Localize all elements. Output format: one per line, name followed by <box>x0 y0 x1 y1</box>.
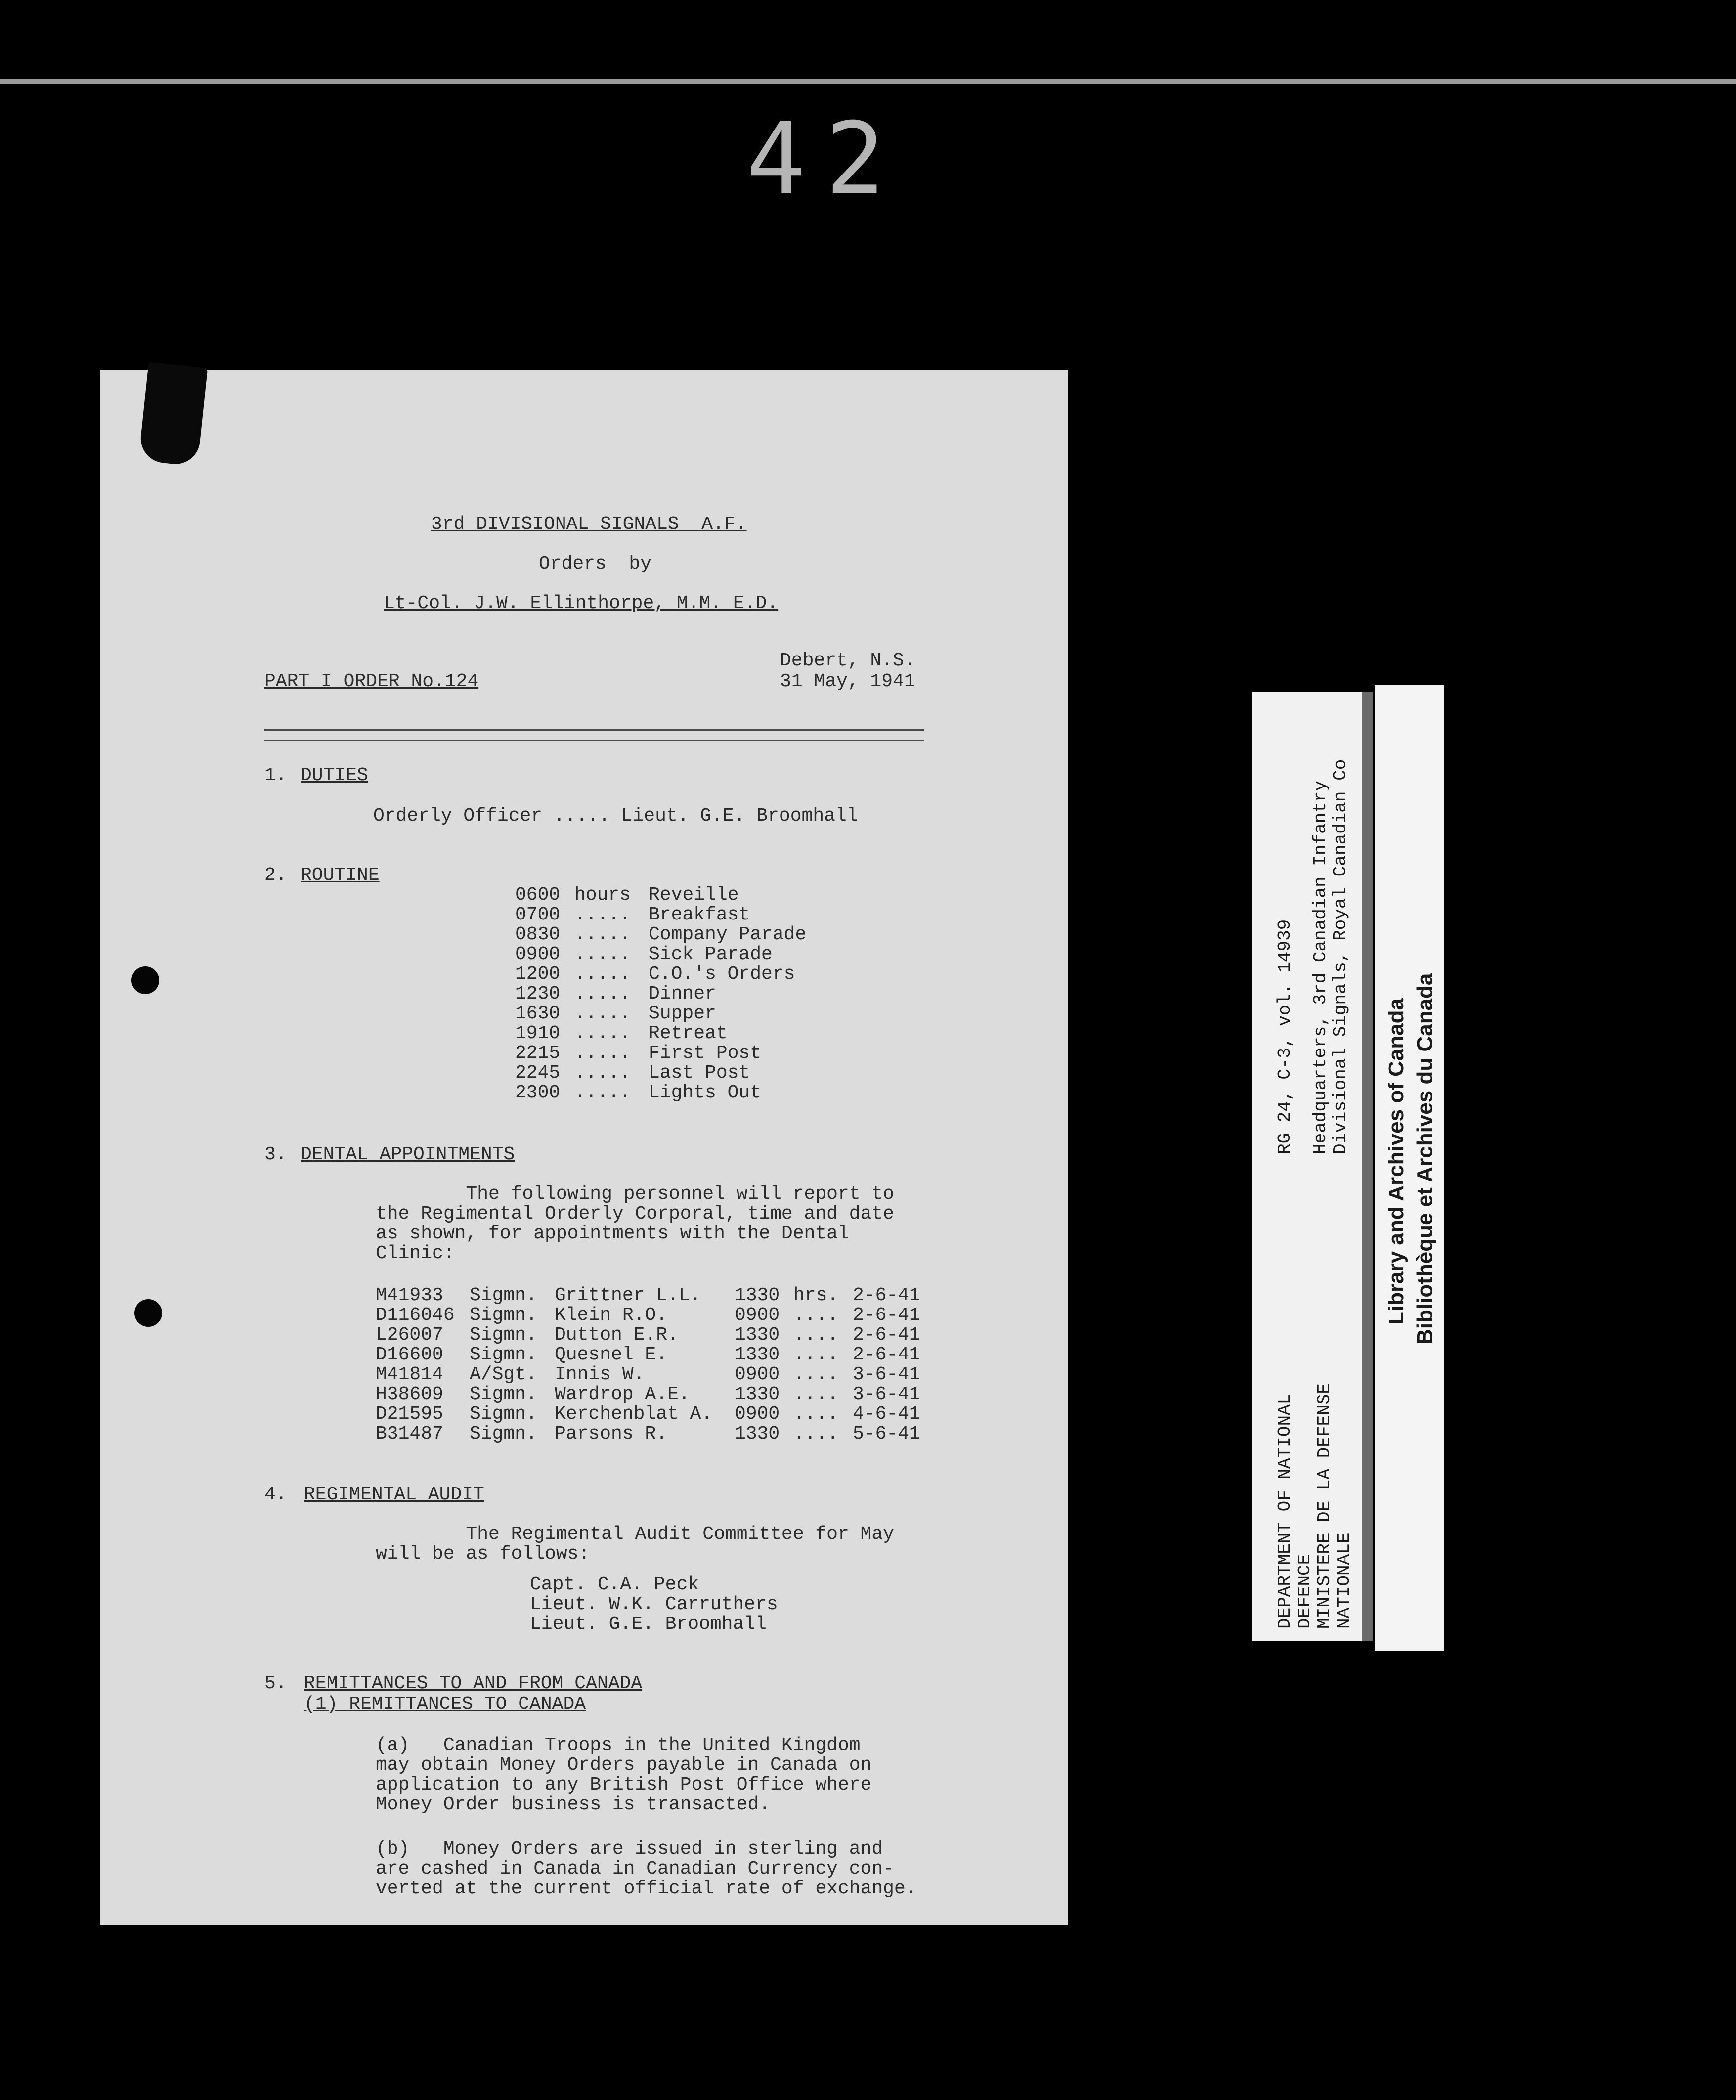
routine-dots: ..... <box>574 924 631 945</box>
appointment-time: 0900 <box>735 1305 780 1326</box>
department-line-4: NATIONALE <box>1334 1532 1354 1629</box>
committee-member: Capt. C.A. Peck <box>530 1574 699 1595</box>
routine-time: 2215 <box>515 1043 561 1064</box>
paragraph-line: Money Order business is transacted. <box>376 1794 771 1815</box>
section-4-title: REGIMENTAL AUDIT <box>304 1484 484 1505</box>
routine-time: 1230 <box>515 983 561 1005</box>
appointment-time: 1330 <box>735 1344 780 1365</box>
routine-item: Sick Parade <box>649 944 773 965</box>
archive-description-1: Headquarters, 3rd Canadian Infantry <box>1310 780 1331 1154</box>
appointment-time: 0900 <box>735 1364 780 1385</box>
personnel-name: Quesnel E. <box>555 1344 668 1365</box>
paragraph-line: The following personnel will report to <box>376 1183 894 1205</box>
committee-member: Lieut. G.E. Broomhall <box>530 1614 767 1635</box>
routine-dots: ..... <box>574 983 631 1005</box>
routine-dots: ..... <box>574 1003 631 1024</box>
appointment-date: 2-6-41 <box>853 1344 920 1365</box>
order-number: PART I ORDER No.124 <box>264 671 479 692</box>
section-2-number: 2. <box>264 865 287 886</box>
department-line-1: DEPARTMENT OF NATIONAL <box>1275 1394 1295 1629</box>
place: Debert, N.S. <box>780 650 915 671</box>
appointment-date: 3-6-41 <box>853 1364 920 1385</box>
paragraph-line: (a) Canadian Troops in the United Kingdom <box>376 1735 861 1756</box>
appointment-time: 1330 <box>735 1423 780 1444</box>
paragraph-line: Clinic: <box>376 1243 455 1264</box>
routine-time: 0600 <box>515 884 561 906</box>
routine-item: Supper <box>649 1003 716 1024</box>
appointment-separator: .... <box>793 1364 839 1385</box>
routine-item: Breakfast <box>649 904 750 925</box>
double-rule-top <box>264 729 924 731</box>
section-5-title: REMITTANCES TO AND FROM CANADA <box>304 1673 643 1694</box>
order-date: 31 May, 1941 <box>780 671 915 692</box>
section-5-number: 5. <box>264 1673 287 1694</box>
section-3-title: DENTAL APPOINTMENTS <box>301 1144 515 1165</box>
section-4-number: 4. <box>264 1484 287 1505</box>
routine-time: 0700 <box>515 904 561 925</box>
rank: Sigmn. <box>470 1285 537 1306</box>
appointment-date: 4-6-41 <box>853 1403 920 1425</box>
routine-item: Last Post <box>649 1062 750 1084</box>
appointment-time: 1330 <box>735 1384 780 1405</box>
routine-time: 2300 <box>515 1082 561 1103</box>
routine-item: Reveille <box>649 884 739 906</box>
routine-time: 2245 <box>515 1062 561 1084</box>
appointment-separator: .... <box>793 1423 839 1444</box>
lac-english: Library and Archives of Canada <box>1384 998 1408 1325</box>
rank: Sigmn. <box>470 1324 537 1346</box>
paragraph-line: application to any British Post Office where <box>376 1774 872 1795</box>
section-3-number: 3. <box>264 1144 287 1165</box>
regimental-number: B31487 <box>376 1423 443 1444</box>
appointment-time: 1330 <box>735 1285 780 1306</box>
rank: A/Sgt. <box>470 1364 537 1385</box>
double-rule-bottom <box>264 740 924 741</box>
appointment-time: 1330 <box>735 1324 780 1346</box>
orderly-officer-line: Orderly Officer ..... Lieut. G.E. Broomhall <box>373 805 858 827</box>
routine-dots: ..... <box>574 904 631 925</box>
committee-member: Lieut. W.K. Carruthers <box>530 1594 778 1615</box>
personnel-name: Grittner L.L. <box>555 1285 701 1306</box>
paragraph-line: verted at the current official rate of exchange. <box>376 1878 917 1899</box>
regimental-number: M41814 <box>376 1364 443 1385</box>
routine-item: Retreat <box>649 1023 728 1044</box>
archive-label-stripe <box>1362 692 1373 1641</box>
commander-line: Lt-Col. J.W. Ellinthorpe, M.M. E.D. <box>384 593 779 614</box>
routine-dots: ..... <box>574 963 631 985</box>
appointment-separator: .... <box>793 1403 839 1425</box>
rank: Sigmn. <box>470 1305 537 1326</box>
appointment-date: 2-6-41 <box>853 1305 920 1326</box>
archive-reference: RG 24, C-3, vol. 14939 <box>1275 919 1295 1154</box>
personnel-name: Kerchenblat A. <box>555 1403 713 1425</box>
routine-dots: ..... <box>574 1082 631 1103</box>
rank: Sigmn. <box>470 1403 537 1425</box>
rank: Sigmn. <box>470 1423 537 1444</box>
regimental-number: L26007 <box>376 1324 443 1346</box>
regimental-number: M41933 <box>376 1285 443 1306</box>
paragraph-line: as shown, for appointments with the Dental <box>376 1223 849 1244</box>
routine-item: Lights Out <box>649 1082 762 1103</box>
routine-dots: ..... <box>574 1023 631 1044</box>
rank: Sigmn. <box>470 1384 537 1405</box>
appointment-time: 0900 <box>735 1403 780 1425</box>
department-line-3: MINISTERE DE LA DEFENSE <box>1314 1383 1335 1629</box>
appointment-date: 5-6-41 <box>853 1423 920 1444</box>
routine-dots: ..... <box>574 1043 631 1064</box>
regimental-number: D16600 <box>376 1344 443 1365</box>
appointment-date: 2-6-41 <box>853 1285 920 1306</box>
archive-description-2: Divisional Signals, Royal Canadian Co <box>1330 759 1350 1154</box>
paragraph-line: the Regimental Orderly Corporal, time and date <box>376 1203 894 1225</box>
regimental-number: D21595 <box>376 1403 443 1425</box>
regimental-number: H38609 <box>376 1384 443 1405</box>
section-1-title: DUTIES <box>301 765 368 786</box>
lac-french: Bibliothèque et Archives du Canada <box>1413 973 1437 1345</box>
department-line-2: DEFENCE <box>1295 1554 1315 1629</box>
orders-by: Orders by <box>539 553 652 574</box>
routine-time: 1200 <box>515 963 561 985</box>
punch-hole-lower <box>134 1299 162 1327</box>
appointment-separator: .... <box>793 1305 839 1326</box>
personnel-name: Dutton E.R. <box>555 1324 679 1346</box>
personnel-name: Innis W. <box>555 1364 645 1385</box>
paragraph-line: (b) Money Orders are issued in sterling and <box>376 1838 883 1860</box>
routine-item: C.O.'s Orders <box>649 963 795 985</box>
section-1-number: 1. <box>264 765 287 786</box>
appointment-separator: .... <box>793 1344 839 1365</box>
section-2-title: ROUTINE <box>301 865 380 886</box>
appointment-date: 3-6-41 <box>853 1384 920 1405</box>
regimental-number: D116046 <box>376 1305 455 1326</box>
paragraph-line: may obtain Money Orders payable in Canada on <box>376 1754 872 1776</box>
unit-heading: 3rd DIVISIONAL SIGNALS A.F. <box>431 514 747 535</box>
film-edge-line <box>0 79 1736 84</box>
paragraph-line: are cashed in Canada in Canadian Currency con- <box>376 1858 894 1880</box>
appointment-separator: hrs. <box>793 1285 839 1306</box>
routine-dots: ..... <box>574 944 631 965</box>
routine-time: 1910 <box>515 1023 561 1044</box>
routine-time: 0900 <box>515 944 561 965</box>
paragraph-line: The Regimental Audit Committee for May <box>376 1524 894 1545</box>
personnel-name: Parsons R. <box>555 1423 668 1444</box>
rank: Sigmn. <box>470 1344 537 1365</box>
frame-number: 42 <box>746 101 905 217</box>
routine-item: Company Parade <box>649 924 807 945</box>
appointment-date: 2-6-41 <box>853 1324 920 1346</box>
paragraph-line: will be as follows: <box>376 1543 590 1565</box>
routine-dots: hours <box>574 884 631 906</box>
personnel-name: Wardrop A.E. <box>555 1384 690 1405</box>
appointment-separator: .... <box>793 1384 839 1405</box>
routine-item: Dinner <box>649 983 716 1005</box>
punch-hole-upper <box>131 966 159 994</box>
routine-dots: ..... <box>574 1062 631 1084</box>
appointment-separator: .... <box>793 1324 839 1346</box>
personnel-name: Klein R.O. <box>555 1305 668 1326</box>
routine-time: 1630 <box>515 1003 561 1024</box>
routine-item: First Post <box>649 1043 762 1064</box>
routine-time: 0830 <box>515 924 561 945</box>
section-5-subtitle: (1) REMITTANCES TO CANADA <box>304 1694 586 1715</box>
